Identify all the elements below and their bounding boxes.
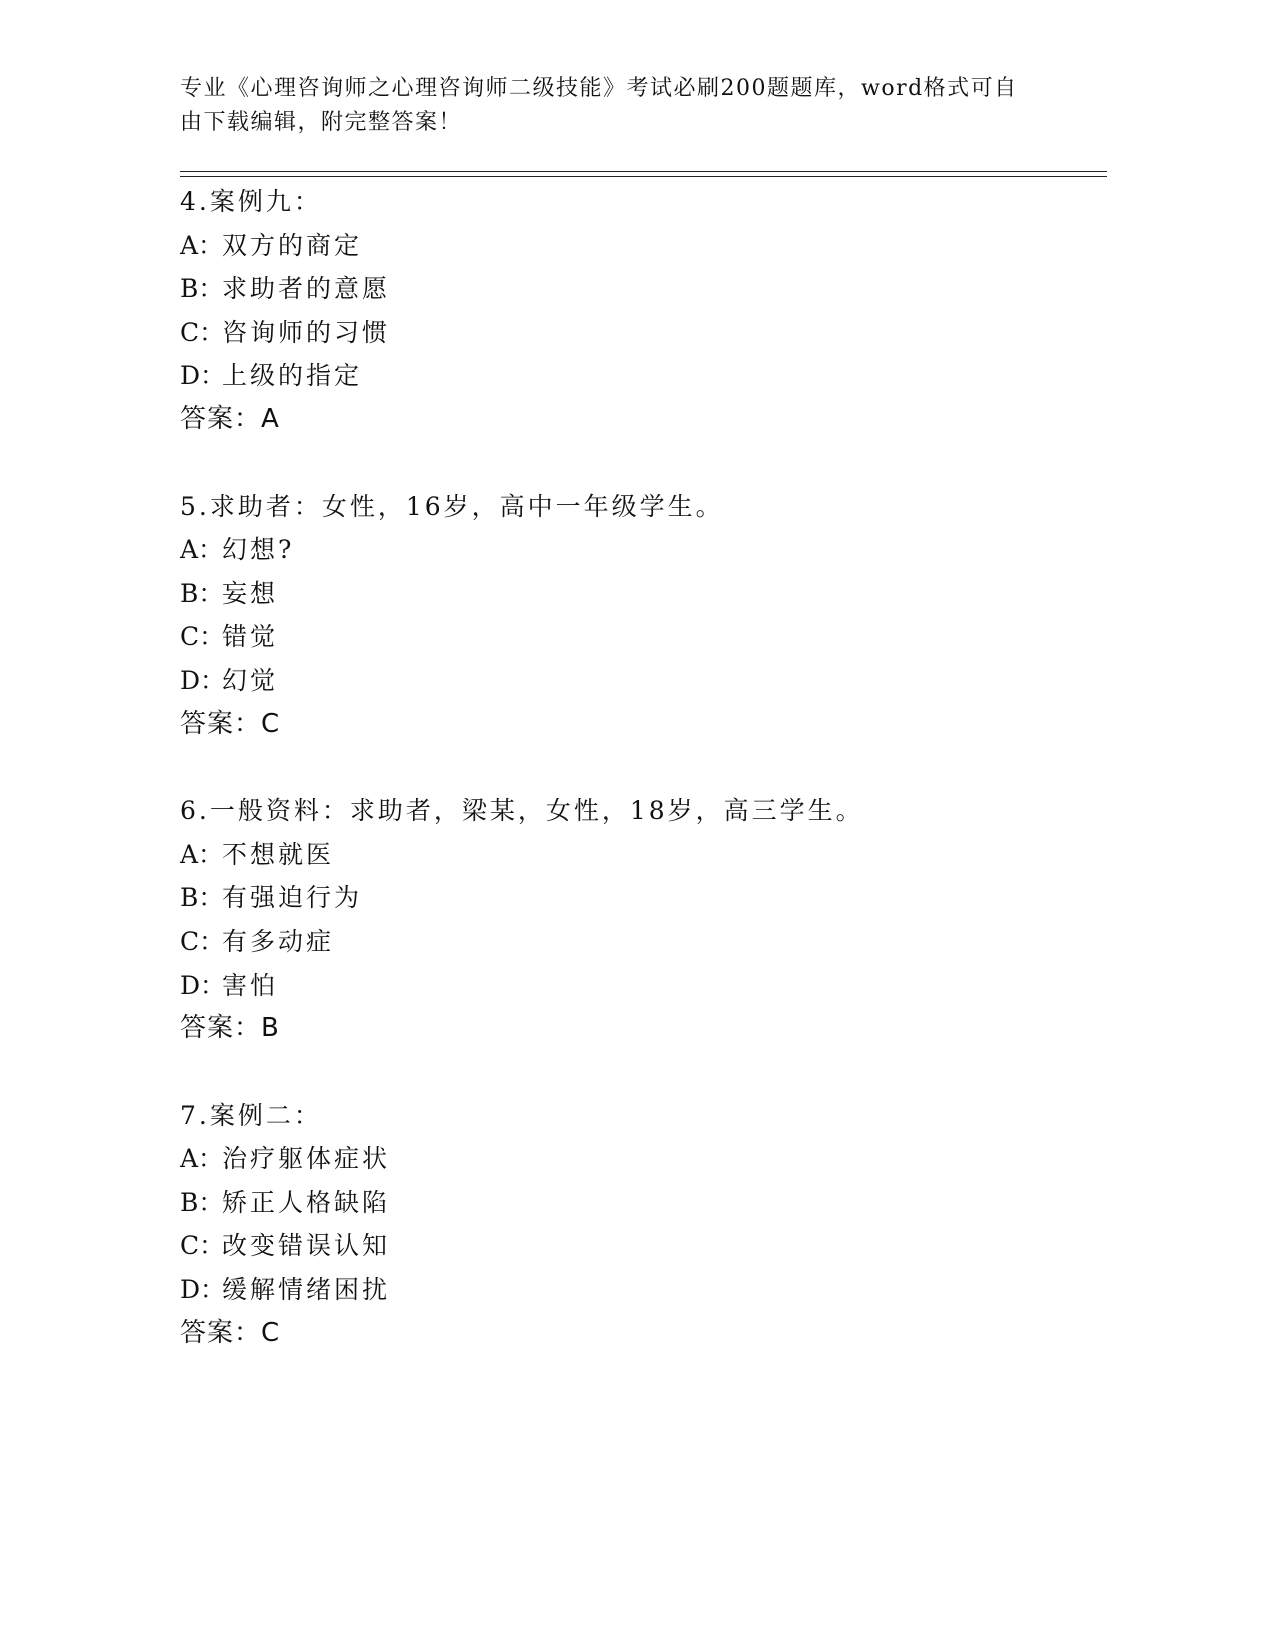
option-d [180,354,1080,398]
option-letter: B： [180,1187,224,1217]
option-letter: D： [180,970,226,1000]
document-header [180,72,1040,140]
option-a [180,1137,1080,1181]
header-divider-top [180,171,1107,172]
option-c [180,311,1080,355]
option-b [180,1181,1080,1225]
option-text: 错觉 [222,622,279,652]
option-text: 有多动症 [222,926,335,956]
option-letter: B： [180,578,224,608]
option-a [180,833,1080,877]
question-6 [180,789,1080,1051]
option-c [180,920,1080,964]
question-5 [180,485,1080,747]
option-letter: A： [180,535,224,565]
option-text: 治疗躯体症状 [222,1144,391,1174]
option-letter: B： [180,274,224,304]
option-letter: D： [180,361,226,391]
question-stem: 7.案例二： [180,1100,322,1130]
option-text: 有强迫行为 [222,883,363,913]
question-stem: 4.案例九： [180,187,322,216]
option-text: 咨询师的习惯 [222,317,391,347]
option-a [180,528,1080,572]
question-list [180,180,1080,1355]
answer-line: 答案：B [180,1013,280,1044]
option-text: 害怕 [222,970,279,1000]
option-text: 缓解情绪困扰 [222,1275,391,1305]
option-c [180,615,1080,659]
answer-line: 答案：A [180,403,280,434]
option-letter: C： [180,926,225,956]
option-d [180,659,1080,703]
answer-line: 答案：C [180,1317,281,1348]
answer-line: 答案：C [180,708,281,739]
option-letter: A： [180,1144,224,1174]
option-letter: A： [180,839,224,869]
option-letter: C： [180,317,225,347]
option-b [180,876,1080,920]
option-b [180,572,1080,616]
option-text: 幻觉 [222,665,279,695]
option-text: 改变错误认知 [222,1231,391,1261]
option-d [180,1268,1080,1312]
option-text: 矫正人格缺陷 [222,1187,391,1217]
option-letter: B： [180,883,224,913]
header-line-2: 由下载编辑，附完整答案！ [180,110,463,135]
option-letter: C： [180,1231,225,1261]
question-stem: 6.一般资料：求助者，梁某，女性，18岁，高三学生。 [180,796,864,826]
option-d [180,964,1080,1008]
option-letter: A： [180,230,224,260]
header-divider-bottom [180,176,1107,177]
option-letter: C： [180,622,225,652]
header-line-1: 专业《心理咨询师之心理咨询师二级技能》考试必刷200题题库，word格式可自 [180,76,1018,101]
question-stem: 5.求助者：女性，16岁，高中一年级学生。 [180,491,724,521]
question-7 [180,1094,1080,1356]
option-c [180,1224,1080,1268]
option-text: 不想就医 [222,839,335,869]
option-text: 求助者的意愿 [222,274,391,304]
option-text: 双方的商定 [222,230,363,260]
option-text: 妄想 [222,578,279,608]
question-4 [180,180,1080,442]
option-letter: D： [180,665,226,695]
option-letter: D： [180,1275,226,1305]
option-text: 上级的指定 [222,361,363,391]
option-a [180,224,1080,268]
option-text: 幻想? [222,535,295,565]
option-b [180,267,1080,311]
